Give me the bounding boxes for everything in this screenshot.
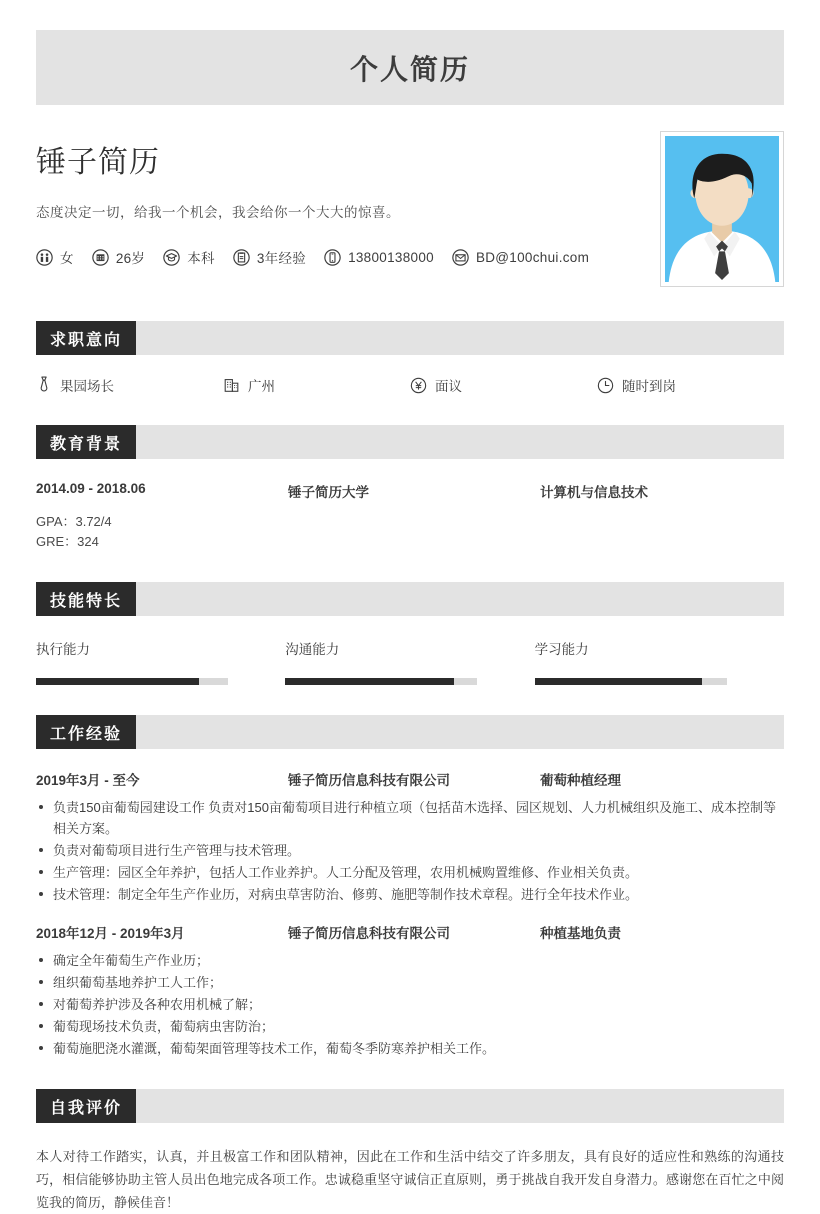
work-bullet: 确定全年葡萄生产作业历； bbox=[36, 950, 784, 971]
work-bullet: 生产管理：园区全年养护，包括人工作业养护。人工分配及管理，农用机械购置维修、作业相关负责。 bbox=[36, 862, 784, 883]
personal-tagline: 态度决定一切，给我一个机会，我会给你一个大大的惊喜。 bbox=[36, 205, 400, 220]
person-name: 锤子简历 bbox=[36, 146, 160, 179]
section-title-education: 教育背景 bbox=[36, 425, 136, 459]
skill-bar-fill bbox=[285, 678, 454, 685]
job-intention-city-value: 广州 bbox=[248, 379, 275, 394]
tie-icon bbox=[36, 376, 52, 394]
skill-bar-track bbox=[285, 678, 477, 685]
calendar-icon bbox=[92, 249, 109, 266]
work-experience-entry bbox=[36, 922, 784, 1059]
personal-info-row bbox=[36, 247, 660, 267]
work-role: 种植基地负责 bbox=[540, 926, 621, 941]
section-header-skills bbox=[36, 582, 784, 616]
skill-item bbox=[535, 638, 784, 685]
section-title-job-intention: 求职意向 bbox=[36, 321, 136, 355]
info-item-experience bbox=[233, 247, 306, 267]
email-icon bbox=[452, 249, 469, 266]
profile-section bbox=[36, 131, 784, 291]
work-experience-entry bbox=[36, 769, 784, 905]
skill-label: 学习能力 bbox=[534, 642, 589, 657]
section-header-work-experience bbox=[36, 715, 784, 749]
document-title-band bbox=[36, 30, 784, 105]
info-value-phone: 13800138000 bbox=[348, 249, 434, 265]
info-item-age bbox=[92, 247, 145, 267]
info-value-education: 本科 bbox=[187, 251, 215, 266]
gender-icon bbox=[36, 249, 53, 266]
resume-page bbox=[0, 30, 820, 1210]
education-major: 计算机与信息技术 bbox=[540, 485, 648, 500]
yen-icon bbox=[410, 377, 427, 394]
education-school: 锤子简历大学 bbox=[288, 485, 369, 500]
work-company: 锤子简历信息科技有限公司 bbox=[288, 773, 450, 788]
section-title-self-evaluation: 自我评价 bbox=[36, 1089, 136, 1123]
job-intention-position-value: 果园场长 bbox=[60, 379, 114, 394]
work-period: 2019年3月 - 至今 bbox=[36, 773, 140, 788]
avatar bbox=[660, 131, 784, 287]
education-period: 2014.09 - 2018.06 bbox=[36, 481, 146, 496]
work-bullet: 葡萄施肥浇水灌溉，葡萄架面管理等技术工作，葡萄冬季防寒养护相关工作。 bbox=[36, 1038, 784, 1059]
education-entry-head bbox=[36, 481, 784, 501]
job-intention-availability bbox=[597, 375, 784, 395]
skill-bar-fill bbox=[535, 678, 702, 685]
profile-details bbox=[36, 131, 660, 267]
education-cap-icon bbox=[163, 249, 180, 266]
skill-label: 沟通能力 bbox=[285, 642, 340, 657]
work-role: 葡萄种植经理 bbox=[540, 773, 621, 788]
job-intention-availability-value: 随时到岗 bbox=[622, 379, 676, 394]
job-intention-city bbox=[223, 375, 410, 395]
info-item-education bbox=[163, 247, 215, 267]
skills-row bbox=[36, 638, 784, 685]
work-bullet: 葡萄现场技术负责，葡萄病虫害防治； bbox=[36, 1016, 784, 1037]
job-intention-salary bbox=[410, 375, 597, 395]
education-entry bbox=[36, 481, 784, 552]
info-item-email bbox=[452, 249, 589, 266]
work-period: 2018年12月 - 2019年3月 bbox=[36, 926, 185, 941]
education-details bbox=[36, 512, 784, 552]
education-detail-gpa: GPA：3.72/4 bbox=[36, 514, 112, 529]
work-bullet-list bbox=[36, 797, 784, 905]
skill-label: 执行能力 bbox=[36, 642, 90, 657]
section-header-education bbox=[36, 425, 784, 459]
section-title-work-experience: 工作经验 bbox=[36, 715, 136, 749]
section-header-self-evaluation bbox=[36, 1089, 784, 1123]
education-detail-gre: GRE：324 bbox=[36, 534, 99, 549]
job-intention-row bbox=[36, 375, 784, 395]
job-intention-salary-value: 面议 bbox=[435, 379, 462, 394]
work-bullet: 对葡萄养护涉及各种农用机械了解； bbox=[36, 994, 784, 1015]
info-value-gender: 女 bbox=[60, 251, 74, 266]
work-bullet-list bbox=[36, 950, 784, 1059]
section-title-skills: 技能特长 bbox=[36, 582, 136, 616]
skill-bar-fill bbox=[36, 678, 199, 685]
work-entry-head bbox=[36, 922, 784, 942]
work-bullet: 组织葡萄基地养护工人工作； bbox=[36, 972, 784, 993]
document-icon bbox=[233, 249, 250, 266]
phone-icon bbox=[324, 249, 341, 266]
skill-item bbox=[36, 638, 285, 685]
work-company: 锤子简历信息科技有限公司 bbox=[288, 926, 450, 941]
info-item-phone bbox=[324, 249, 434, 266]
page-title: 个人简历 bbox=[349, 53, 470, 85]
building-icon bbox=[223, 376, 240, 394]
skill-item bbox=[285, 638, 534, 685]
info-item-gender bbox=[36, 247, 74, 267]
job-intention-position bbox=[36, 375, 223, 395]
work-entry-head bbox=[36, 769, 784, 789]
skill-bar-track bbox=[535, 678, 727, 685]
work-bullet: 技术管理：制定全年生产作业历，对病虫草害防治、修剪、施肥等制作技术章程。进行全年技术作业。 bbox=[36, 884, 784, 905]
work-bullet: 负责对葡萄项目进行生产管理与技术管理。 bbox=[36, 840, 784, 861]
skill-bar-track bbox=[36, 678, 228, 685]
clock-icon bbox=[597, 377, 614, 394]
section-header-job-intention bbox=[36, 321, 784, 355]
info-value-experience: 3年经验 bbox=[256, 251, 307, 266]
info-value-age: 26岁 bbox=[115, 251, 146, 266]
self-evaluation-text: 本人对待工作踏实，认真，并且极富工作和团队精神，因此在工作和生活中结交了许多朋友，具有良好的适应性和熟练的沟通技巧，相信能够协助主管人员出色地完成各项工作。忠诚稳重坚守诚信正直原则，勇于挑战自我开发自身潜力。感谢您在百忙之中阅览我的简历，静候佳音！ bbox=[36, 1149, 784, 1210]
work-bullet: 负责150亩葡萄园建设工作 负责对150亩葡萄项目进行种植立项（包括苗木选择、园区规划、人力机械组织及施工、成本控制等相关方案。 bbox=[36, 797, 784, 839]
avatar-photo bbox=[665, 136, 779, 282]
info-value-email: BD@100chui.com bbox=[475, 249, 590, 265]
